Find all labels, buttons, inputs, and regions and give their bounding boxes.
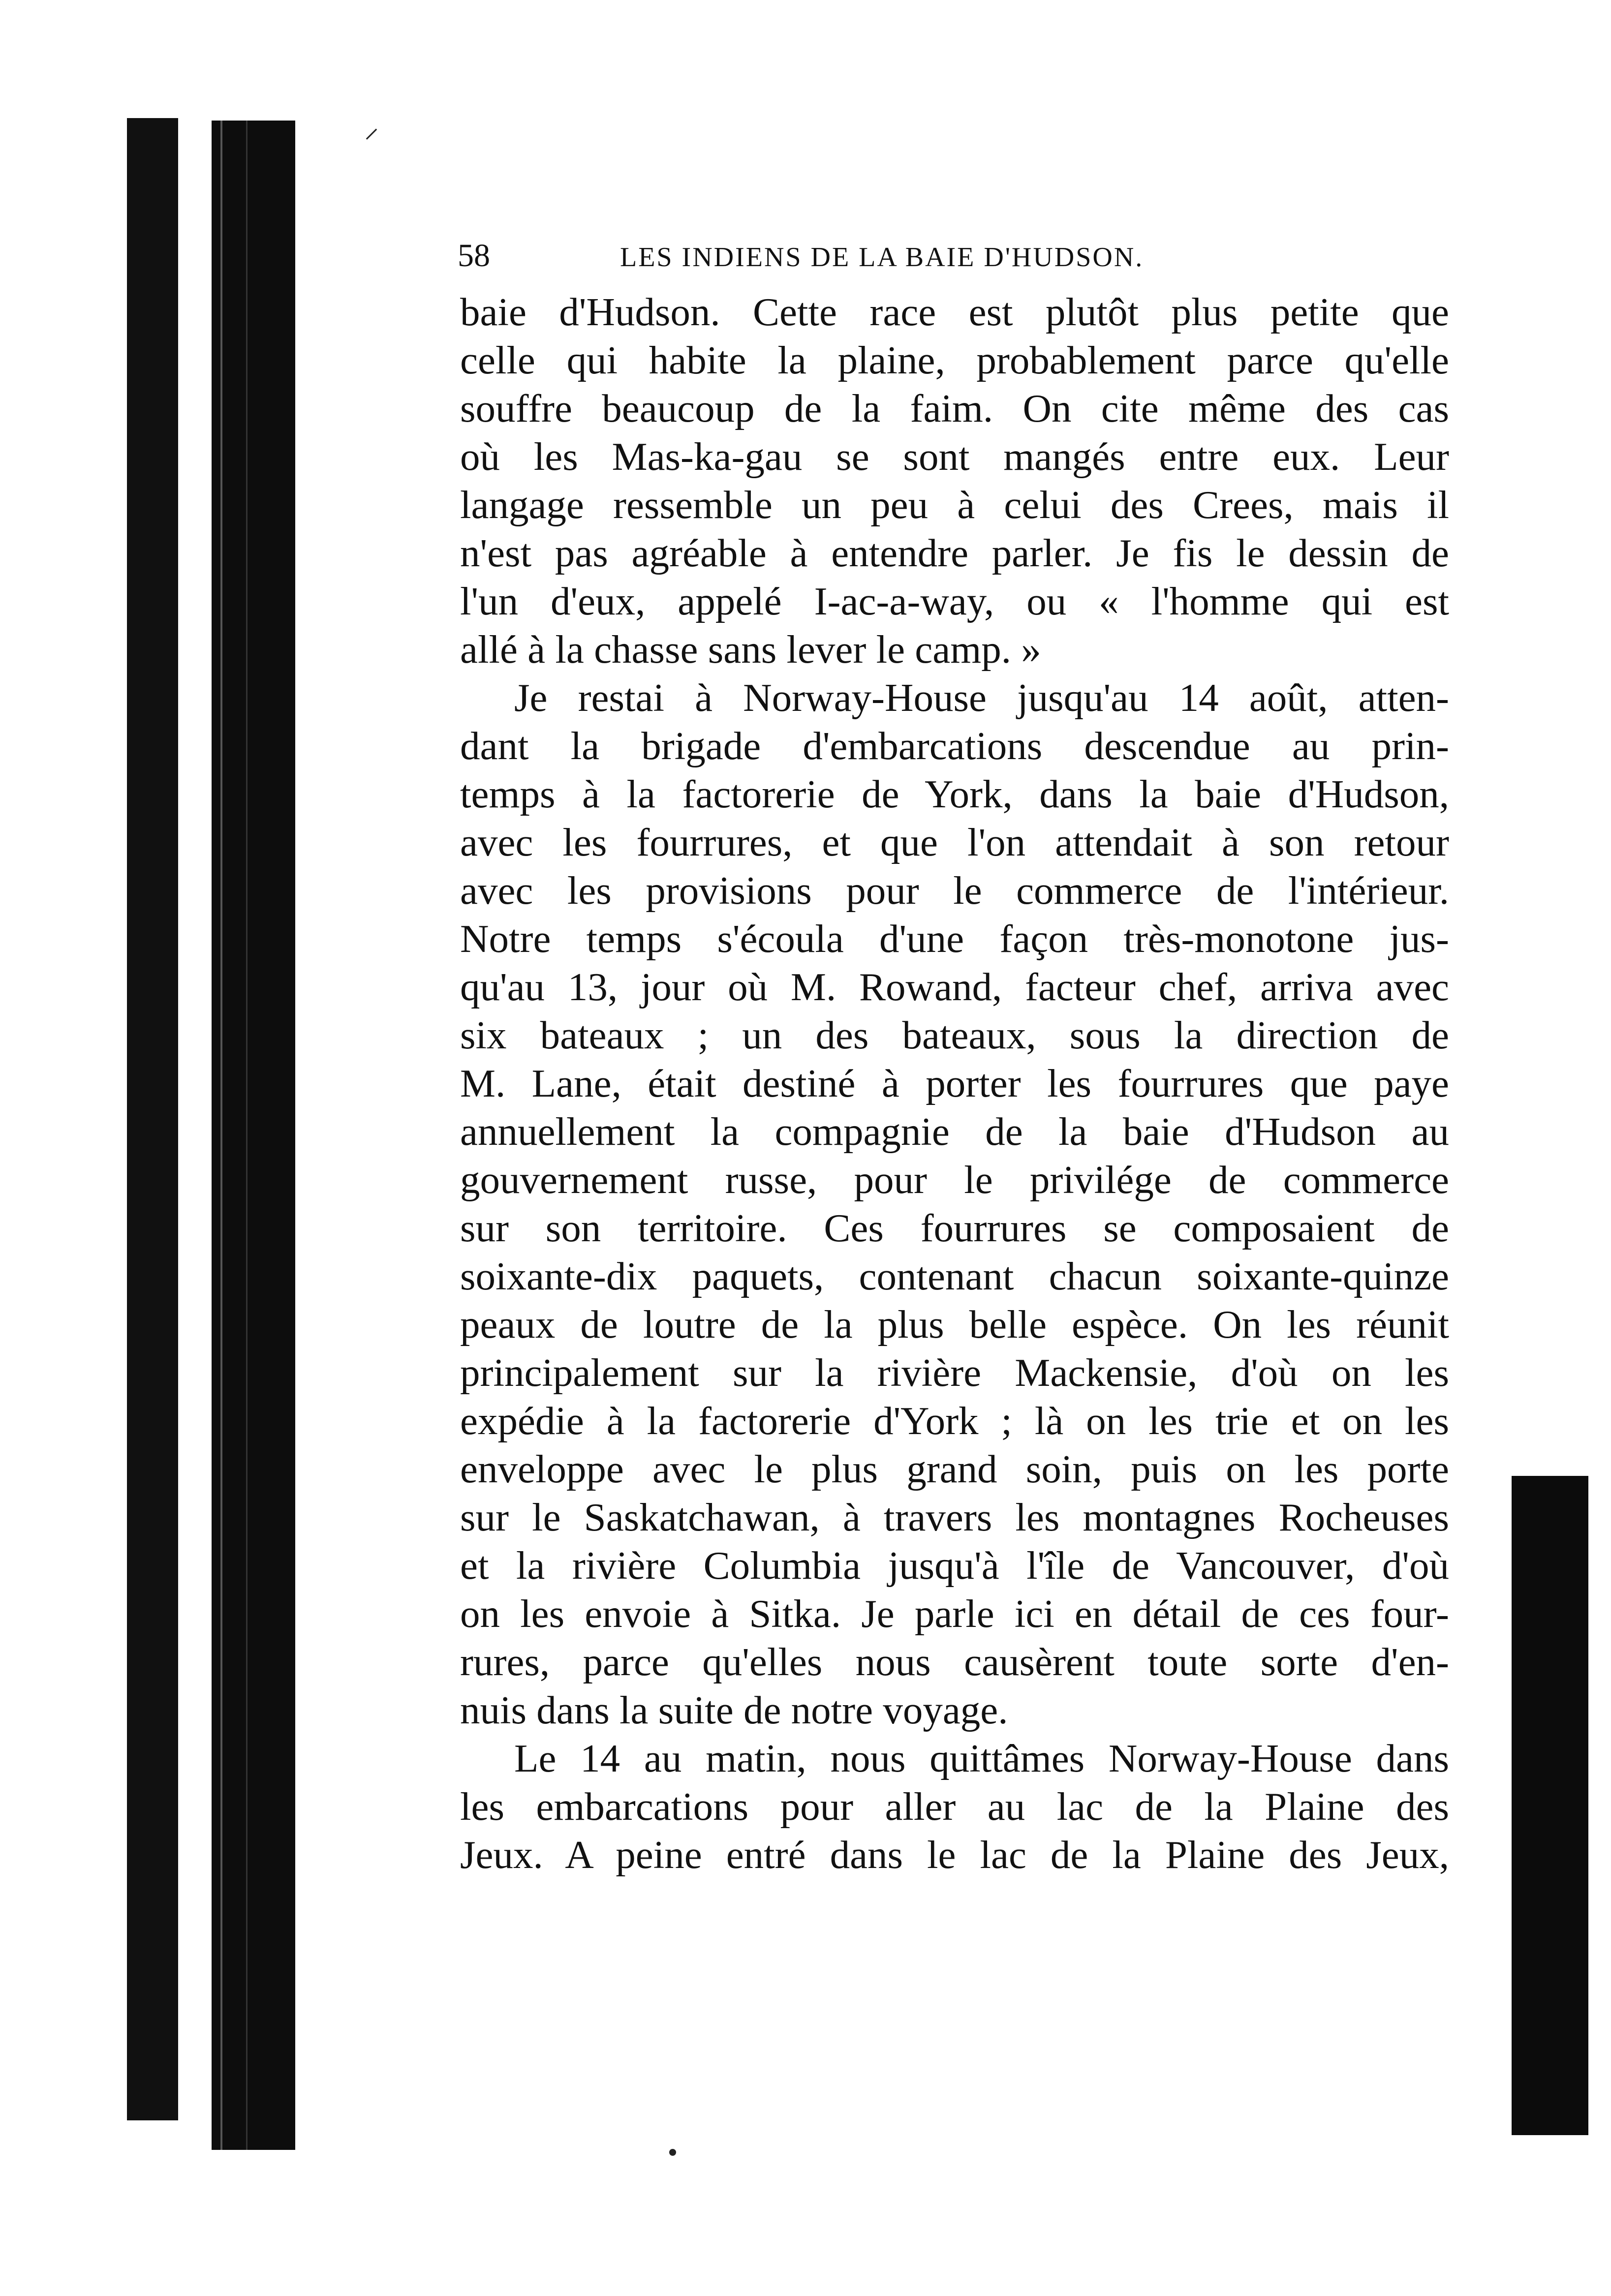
text-line: six bateaux ; un des bateaux, sous la direction de bbox=[460, 1013, 1449, 1057]
text-line: allé à la chasse sans lever le camp. » bbox=[460, 627, 1041, 672]
text-line: avec les fourrures, et que l'on attendait à son retour bbox=[460, 820, 1449, 864]
text-line: on les envoie à Sitka. Je parle ici en détail de ces four- bbox=[460, 1592, 1449, 1636]
text-line: celle qui habite la plaine, probablement parce qu'elle bbox=[460, 338, 1449, 382]
text-line: Notre temps s'écoula d'une façon très-monotone jus- bbox=[460, 917, 1449, 961]
text-line: enveloppe avec le plus grand soin, puis on les porte bbox=[460, 1447, 1449, 1491]
text-line: souffre beaucoup de la faim. On cite même des cas bbox=[460, 386, 1449, 430]
text-line: peaux de loutre de la plus belle espèce. On les réunit bbox=[460, 1302, 1449, 1347]
binding-shadow-left bbox=[127, 118, 178, 2120]
text-line: temps à la factorerie de York, dans la baie d'Hudson, bbox=[460, 772, 1449, 816]
text-line: sur son territoire. Ces fourrures se composaient de bbox=[460, 1206, 1449, 1250]
running-title: LES INDIENS DE LA BAIE D'HUDSON. bbox=[620, 242, 1144, 273]
page-number: 58 bbox=[458, 238, 490, 274]
body-text bbox=[460, 288, 1449, 1879]
binding-shadow-inner bbox=[212, 121, 295, 2150]
ink-mark: ⸝ bbox=[364, 111, 379, 144]
text-line: les embarcations pour aller au lac de la Plaine des bbox=[460, 1784, 1449, 1829]
page-header bbox=[458, 237, 1265, 276]
text-line: rures, parce qu'elles nous causèrent toute sorte d'en- bbox=[460, 1640, 1449, 1684]
paragraph-start: Le 14 au matin, nous quittâmes Norway-House dans bbox=[514, 1736, 1449, 1780]
text-line: qu'au 13, jour où M. Rowand, facteur chef, arriva avec bbox=[460, 965, 1449, 1009]
scan-artifact-ticks bbox=[129, 1205, 176, 1619]
text-line: principalement sur la rivière Mackensie, d'où on les bbox=[460, 1350, 1449, 1395]
text-line: expédie à la factorerie d'York ; là on les trie et on les bbox=[460, 1399, 1449, 1443]
paragraph-start: Je restai à Norway-House jusqu'au 14 août, atten- bbox=[514, 675, 1449, 720]
text-line: où les Mas-ka-gau se sont mangés entre eux. Leur bbox=[460, 434, 1449, 479]
text-line: soixante-dix paquets, contenant chacun soixante-quinze bbox=[460, 1254, 1449, 1298]
text-line: Jeux. A peine entré dans le lac de la Plaine des Jeux, bbox=[460, 1833, 1449, 1877]
text-line: langage ressemble un peu à celui des Crees, mais il bbox=[460, 483, 1449, 527]
text-line: l'un d'eux, appelé I-ac-a-way, ou « l'homme qui est bbox=[460, 579, 1449, 623]
text-line: gouvernement russe, pour le privilége de commerce bbox=[460, 1158, 1449, 1202]
ink-dot bbox=[669, 2149, 676, 2156]
text-line: n'est pas agréable à entendre parler. Je fis le dessin de bbox=[460, 531, 1449, 575]
text-line: baie d'Hudson. Cette race est plutôt plus petite que bbox=[460, 290, 1449, 334]
text-line: M. Lane, était destiné à porter les fourrures que paye bbox=[460, 1061, 1449, 1105]
text-line: nuis dans la suite de notre voyage. bbox=[460, 1688, 1008, 1732]
text-line: dant la brigade d'embarcations descendue au prin- bbox=[460, 724, 1449, 768]
text-line: sur le Saskatchawan, à travers les montagnes Rocheuses bbox=[460, 1495, 1449, 1539]
text-line: avec les provisions pour le commerce de l'intérieur. bbox=[460, 868, 1449, 913]
text-line: et la rivière Columbia jusqu'à l'île de Vancouver, d'où bbox=[460, 1543, 1449, 1588]
text-line: annuellement la compagnie de la baie d'Hudson au bbox=[460, 1109, 1449, 1154]
scan-shadow-right bbox=[1512, 1476, 1588, 2135]
